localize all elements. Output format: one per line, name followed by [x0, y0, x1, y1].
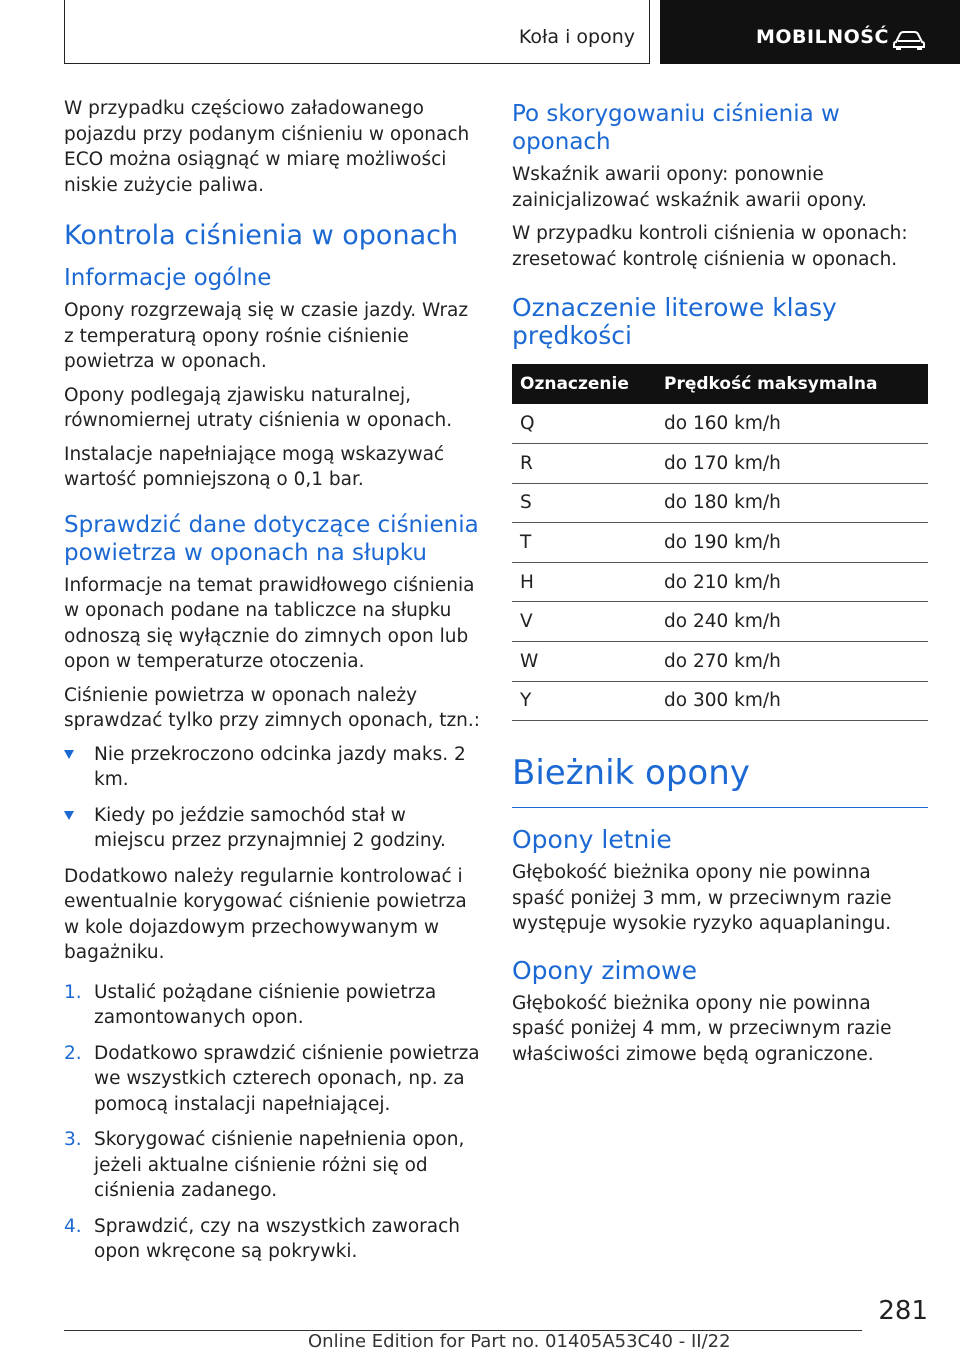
steps-list [64, 980, 480, 1265]
chapter-title: MOBILNOŚĆ [756, 26, 889, 48]
list-item: 1. Ustalić pożądane ciśnienie powietrza zamontowanych opon. [64, 981, 437, 1028]
step-number: 3. [64, 1129, 82, 1150]
list-item: 2. Dodatkowo sprawdzić ciśnienie powietrza we wszystkich czterech oponach, np. za pomocą instalacji napełniającej. [64, 1042, 480, 1115]
bullet-triangle-icon [64, 811, 74, 820]
table-row: Y do 300 km/h [512, 681, 928, 721]
table-header-row [512, 364, 928, 404]
column-header: Oznaczenie [512, 364, 656, 404]
table-row: V do 240 km/h [512, 602, 928, 642]
section-title: Koła i opony [518, 26, 635, 48]
summer-paragraph: Głębokość bieżnika opony nie powinna spaść poniżej 3 mm, w przeciwnym razie występuje wysokie ryzyko aquaplaningu. [512, 862, 892, 935]
step-number: 1. [64, 981, 82, 1003]
page-number: 281 [878, 1296, 928, 1326]
speed-class-table [512, 364, 928, 721]
list-item: Nie przekroczono odcinka jazdy maks. 2 km. [64, 742, 480, 793]
heading-after-correction: Po skorygowaniu ciśnienia w oponach [512, 101, 840, 155]
list-item: Kiedy po jeździe samochód stał w miejscu przez przynajmniej 2 godziny. [64, 803, 480, 854]
car-icon [892, 30, 926, 50]
header-chapter-box [660, 0, 960, 64]
right-column [512, 96, 928, 1075]
heading-pressure-control: Kontrola ciśnienia w oponach [64, 220, 459, 251]
heading-tread: Bieżnik opony [512, 751, 928, 808]
table-row: H do 210 km/h [512, 562, 928, 602]
heading-general-info: Informacje ogólne [64, 265, 272, 291]
table-row: W do 270 km/h [512, 642, 928, 682]
heading-check-pillar: Sprawdzić dane dotyczące ciśnienia powietrza w oponach na słupku [64, 511, 479, 566]
edition-note: Online Edition for Part no. 01405A53C40 - II/22 [308, 1331, 731, 1352]
heading-summer-tyres: Opony letnie [512, 825, 672, 855]
left-column [64, 96, 480, 1275]
step-number: 2. [64, 1042, 82, 1064]
heading-winter-tyres: Opony zimowe [512, 955, 697, 985]
table-row: R do 170 km/h [512, 444, 928, 484]
heading-speed-class: Oznaczenie literowe klasy prędkości [512, 293, 837, 350]
table-row: Q do 160 km/h [512, 404, 928, 444]
general-paragraph: Opony rozgrzewają się w czasie jazdy. Wraz z temperaturą opony rośnie ciśnienie powietrza w oponach. [64, 300, 469, 372]
step-number: 4. [64, 1215, 82, 1237]
winter-paragraph: Głębokość bieżnika opony nie powinna spaść poniżej 4 mm, w przeciwnym razie właściwości zimowe będą ograniczone. [512, 992, 892, 1065]
conditions-list [64, 742, 480, 854]
after-paragraph: W przypadku kontroli ciśnienia w oponach: zresetować kontrolę ciśnienia w oponach. [512, 223, 908, 270]
header-section-box [64, 0, 650, 64]
check-paragraph: Ciśnienie powietrza w oponach należy sprawdzać tylko przy zimnych oponach, tzn.: [64, 684, 481, 731]
spare-wheel-paragraph: Dodatkowo należy regularnie kontrolować i ewentualnie korygować ciśnienie powietrza w kole dojazdowym przechowywanym w bagażniku. [64, 865, 467, 963]
list-item: 4. Sprawdzić, czy na wszystkich zaworach opon wkręcone są pokrywki. [64, 1215, 461, 1262]
column-header: Prędkość maksymalna [656, 364, 928, 404]
general-paragraph: Opony podlegają zjawisku naturalnej, równomiernej utraty ciśnienia w oponach. [64, 384, 453, 431]
general-paragraph: Instalacje napełniające mogą wskazywać wartość pomniejszoną o 0,1 bar. [64, 443, 445, 490]
intro-paragraph: W przypadku częściowo załadowanego pojazdu przy podanym ciśnieniu w oponach ECO można osiągnąć w miarę możliwości niskie zużycie paliwa. [64, 98, 470, 196]
bullet-triangle-icon [64, 750, 74, 759]
after-paragraph: Wskaźnik awarii opony: ponownie zainicjalizować wskaźnik awarii opony. [512, 164, 868, 211]
table-row: T do 190 km/h [512, 523, 928, 563]
list-item: 3. Skorygować ciśnienie napełnienia opon, jeżeli aktualne ciśnienie różni się od ciśnienia zadanego. [64, 1129, 465, 1201]
check-paragraph: Informacje na temat prawidłowego ciśnienia w oponach podane na tabliczce na słupku odnoszą się wyłącznie do zimnych opon lub opon w temperaturze otoczenia. [64, 574, 475, 672]
table-row: S do 180 km/h [512, 483, 928, 523]
